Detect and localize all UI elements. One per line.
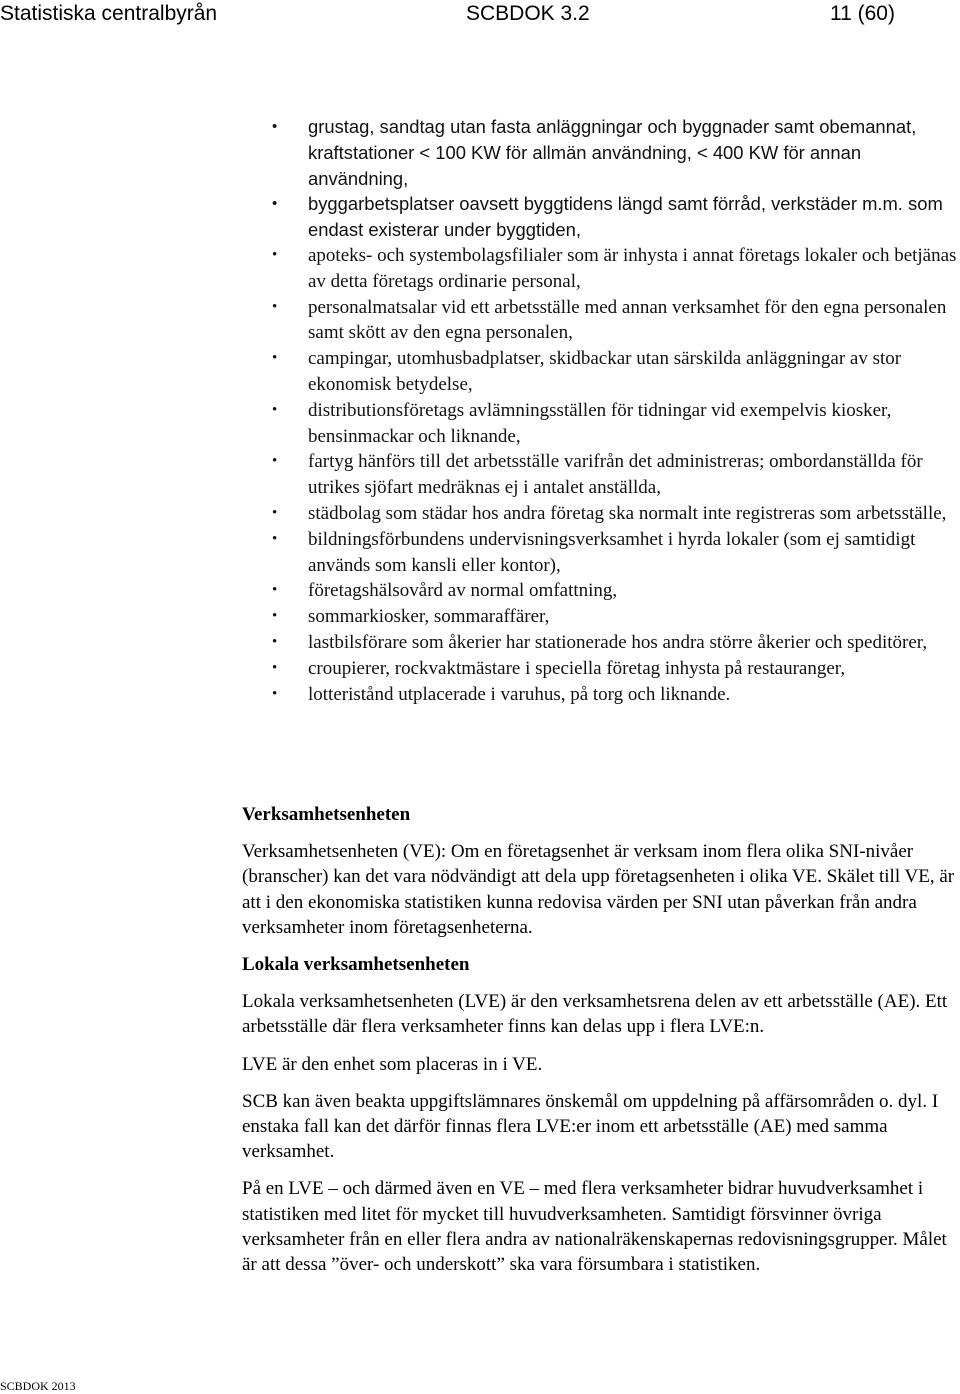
organization-name: Statistiska centralbyrån (0, 2, 218, 25)
paragraph-lve-respondent: SCB kan även beakta uppgiftslämnares önskemål om uppdelning på affärsområden o. dyl. I enstaka fall kan det därför finnas flera LVE:er inom ett arbetsställe (AE) med samma verksamhet. (242, 1090, 939, 1163)
list-item: • croupierer, rockvaktmästare i speciella företag inhysta på restauranger, (272, 656, 960, 682)
list-item: • lotteristånd utplacerade i varuhus, på torg och liknande. (272, 682, 960, 708)
list-item: • grustag, sandtag utan fasta anläggningar och byggnader samt obemannat, kraftstationer < 100 KW för allmän användning, < 400 KW för annan användning, (272, 114, 960, 191)
page-header (0, 2, 960, 32)
list-item: • fartyg hänförs till det arbetsställe varifrån det administreras; ombordanställda för utrikes sjöfart medräknas ej i antalet anställda, (272, 449, 960, 501)
list-item: • lastbilsförare som åkerier har stationerade hos andra större åkerier och speditörer, (272, 630, 960, 656)
section-heading-ve: Verksamhetsenheten (242, 804, 411, 825)
list-item: • byggarbetsplatser oavsett byggtidens längd samt förråd, verkstäder m.m. som endast existerar under byggtiden, (272, 191, 960, 243)
main-content (242, 802, 958, 1289)
paragraph-ve: Verksamhetsenheten (VE): Om en företagsenhet är verksam inom flera olika SNI-nivåer (branscher) kan det vara nödvändigt att dela upp företagsenheten i olika VE. Skälet till VE, är att i den ekonomiska statistiken kunna redovisa värden per SNI utan påverkan från andra verksamheter inom företagsenheterna. (242, 841, 955, 938)
list-item: • personalmatsalar vid ett arbetsställe med annan verksamhet för den egna personalen samt skött av den egna personalen, (272, 295, 960, 347)
list-item: • bildningsförbundens undervisningsverksamhet i hyrda lokaler (som ej samtidigt används som kansli eller kontor), (272, 527, 960, 579)
exclusion-list (272, 114, 960, 707)
list-item: • campingar, utomhusbadplatser, skidbackar utan särskilda anläggningar av stor ekonomisk betydelse, (272, 346, 960, 398)
page-number: 11 (60) (830, 2, 895, 25)
list-item: • sommarkiosker, sommaraffärer, (272, 604, 960, 630)
list-item: • städbolag som städar hos andra företag ska normalt inte registreras som arbetsställe, (272, 501, 960, 527)
paragraph-lve-placement: LVE är den enhet som placeras in i VE. (242, 1053, 543, 1075)
list-item: • distributionsföretags avlämningsställen för tidningar vid exempelvis kiosker, bensinmackar och liknande, (272, 398, 960, 450)
list-item: • företagshälsovård av normal omfattning, (272, 578, 960, 604)
section-heading-lve: Lokala verksamhetsenheten (242, 954, 470, 976)
document-id: SCBDOK 3.2 (466, 2, 590, 25)
list-item: • apoteks- och systembolagsfilialer som är inhysta i annat företags lokaler och betjänas av detta företags ordinarie personal, (272, 243, 960, 295)
page-footer: SCBDOK 2013 (0, 1379, 76, 1393)
paragraph-lve-definition: Lokala verksamhetsenheten (LVE) är den verksamhetsrena delen av ett arbetsställe (AE). Ett arbetsställe där flera verksamheter finns kan delas upp i flera LVE:n. (242, 991, 948, 1038)
paragraph-lve-multiple: På en LVE – och därmed även en VE – med flera verksamheter bidrar huvudverksamhet i statistiken med litet för mycket till huvudverksamheten. Samtidigt försvinner övriga verksamheter från en eller flera andra av nationalräkenskapernas redovisningsgrupper. Målet är att dessa ”över- och underskott” ska vara försumbara i statistiken. (242, 1178, 947, 1276)
